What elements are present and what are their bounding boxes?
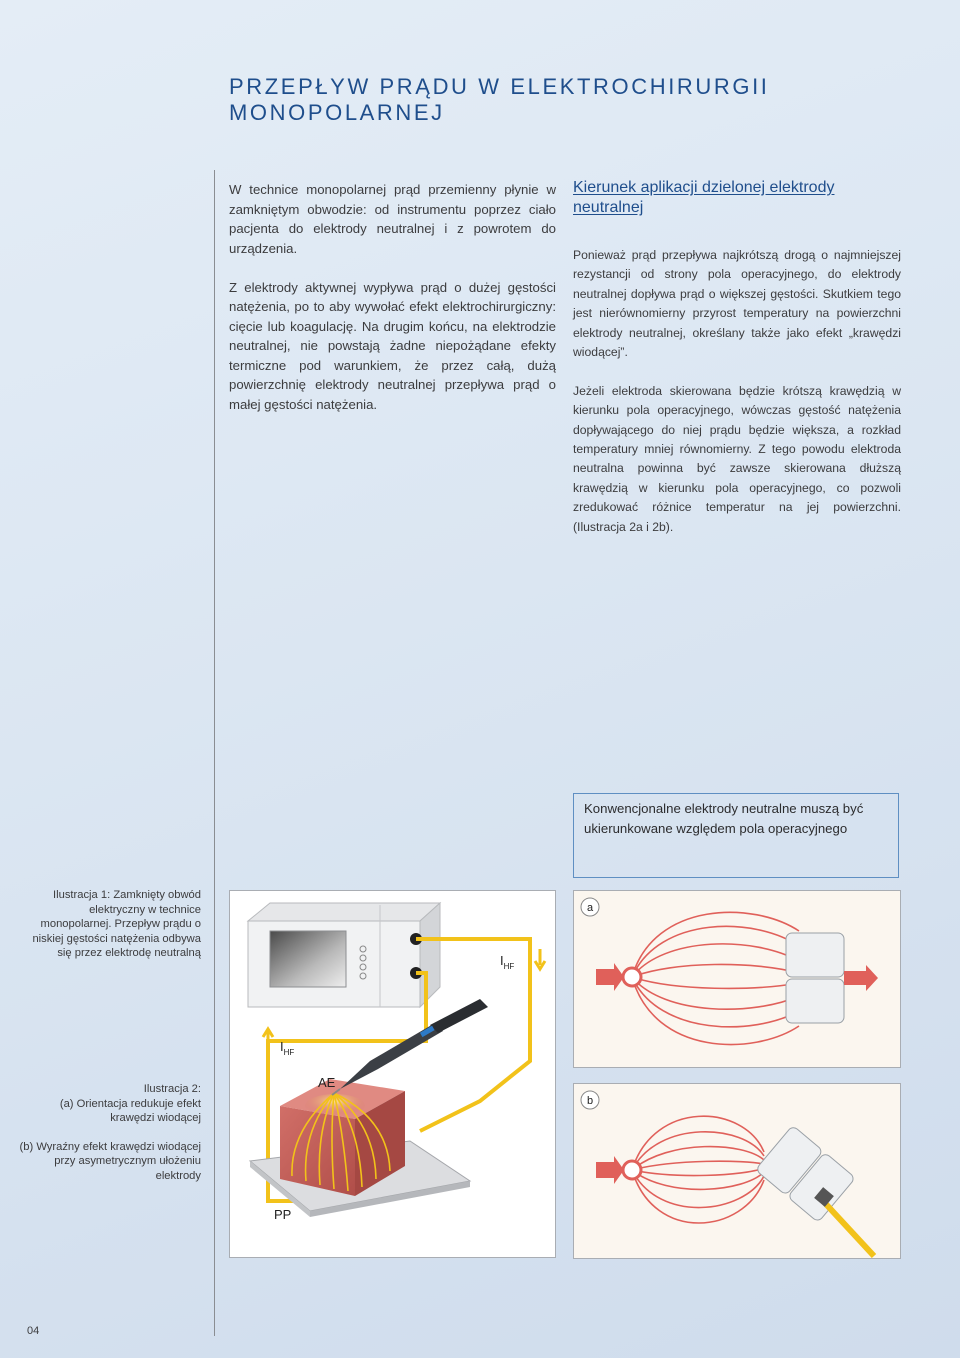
figure-2b-label: b bbox=[586, 1095, 594, 1107]
active-electrode-pen-icon bbox=[332, 999, 488, 1095]
page-title-line-1: PRZEPŁYW PRĄDU W ELEKTROCHIRURGII bbox=[229, 74, 770, 99]
left-paragraph-1: W technice monopolarnej prąd przemienny płynie w zamkniętym obwodzie: od instrumentu poprzez ciało pacjenta do elektrody neutralnej i z powrotem do urządzenia. bbox=[229, 182, 556, 256]
left-column bbox=[229, 180, 556, 434]
right-column bbox=[573, 178, 901, 556]
split-neutral-electrode-icon bbox=[786, 933, 844, 1023]
right-paragraph-2: Jeżeli elektroda skierowana będzie krótszą krawędzią w kierunku pola operacyjnego, wówczas gęstość natężenia dopływającego do niej prądu będzie większa, a rozkład temperatury mniej równomierny. Z tego powodu elektroda neutralna powinna być zawsze skierowana dłuższą krawędzią w kierunku pola operacyjnego, co pozwoli zredukować różnice temperatur na jej powierzchni. (Ilustracja 2a i 2b). bbox=[573, 383, 901, 534]
active-electrode-icon bbox=[623, 1161, 641, 1179]
ihf-label-left: $I_{HF}$ bbox=[280, 1039, 295, 1057]
figure-2b-illustration bbox=[574, 1084, 900, 1258]
figure-2-caption-a: (a) Orientacja redukuje efekt krawędzi wiodącej bbox=[59, 1097, 201, 1124]
page-title-line-2: MONOPOLARNEJ bbox=[229, 100, 445, 125]
neutral-cable bbox=[824, 1202, 874, 1256]
arrow-left-icon bbox=[596, 1156, 624, 1184]
page-title bbox=[229, 74, 849, 126]
figure-1-illustration bbox=[230, 891, 555, 1257]
arrow-left-icon bbox=[596, 963, 624, 991]
figure-2a bbox=[573, 890, 901, 1068]
generator-unit-icon bbox=[248, 903, 440, 1007]
right-paragraph-1: Ponieważ prąd przepływa najkrótszą drogą o najmniejszej rezystancji od strony pola operacyjnego, do elektrody neutralnej dopływa prąd o większej gęstości. Skutkiem tego jest nierównomierny przyrost temperatury na powierzchni elektrody neutralnej, określany także jako efekt „krawędzi wiodącej”. bbox=[573, 248, 901, 360]
left-paragraph-2: Z elektrody aktywnej wypływa prąd o dużej gęstości natężenia, po to aby wywołać efekt elektrochirurgiczny: cięcie lub koagulację. Na drugim końcu, na elektrodzie neutralnej, nie powstają żadne niepożądane efekty termiczne pod warunkiem, że przez całą, dużą powierzchnię elektrody neutralnej przepływa prąd o małej gęstości natężenia. bbox=[229, 279, 556, 412]
pp-label: PP bbox=[274, 1207, 292, 1222]
column-divider bbox=[214, 170, 215, 1336]
split-neutral-electrode-icon bbox=[755, 1125, 855, 1222]
figure-2a-illustration bbox=[574, 891, 900, 1067]
figure-1-caption: Ilustracja 1: Zamknięty obwód elektryczny w technice monopolarnej. Przepływ prądu o niskiej gęstości natężenia odbywa się przez elektrodę neutralną bbox=[32, 889, 201, 959]
ihf-label-top: $I_{HF}$ bbox=[500, 953, 515, 971]
page-number: 04 bbox=[27, 1325, 40, 1337]
field-lines-b bbox=[632, 1116, 764, 1223]
figure-2-caption-title: Ilustracja 2: bbox=[143, 1083, 201, 1095]
ae-label: AE bbox=[318, 1075, 336, 1090]
figure-2b bbox=[573, 1083, 901, 1259]
current-arrow-down-icon bbox=[535, 949, 545, 969]
field-lines-a bbox=[632, 912, 799, 1044]
figure-1 bbox=[229, 890, 556, 1258]
active-electrode-icon bbox=[623, 968, 641, 986]
callout-box: Konwencjonalne elektrody neutralne muszą być ukierunkowane względem pola operacyjnego bbox=[573, 793, 899, 878]
figure-2-caption bbox=[18, 1082, 201, 1197]
figure-2-caption-b: (b) Wyraźny efekt krawędzi wiodącej przy asymetrycznym ułożeniu elektrody bbox=[19, 1140, 201, 1182]
arrow-right-icon bbox=[844, 965, 878, 991]
figure-2a-label: a bbox=[586, 902, 594, 914]
section-heading: Kierunek aplikacji dzielonej elektrody neutralnej bbox=[573, 179, 835, 216]
